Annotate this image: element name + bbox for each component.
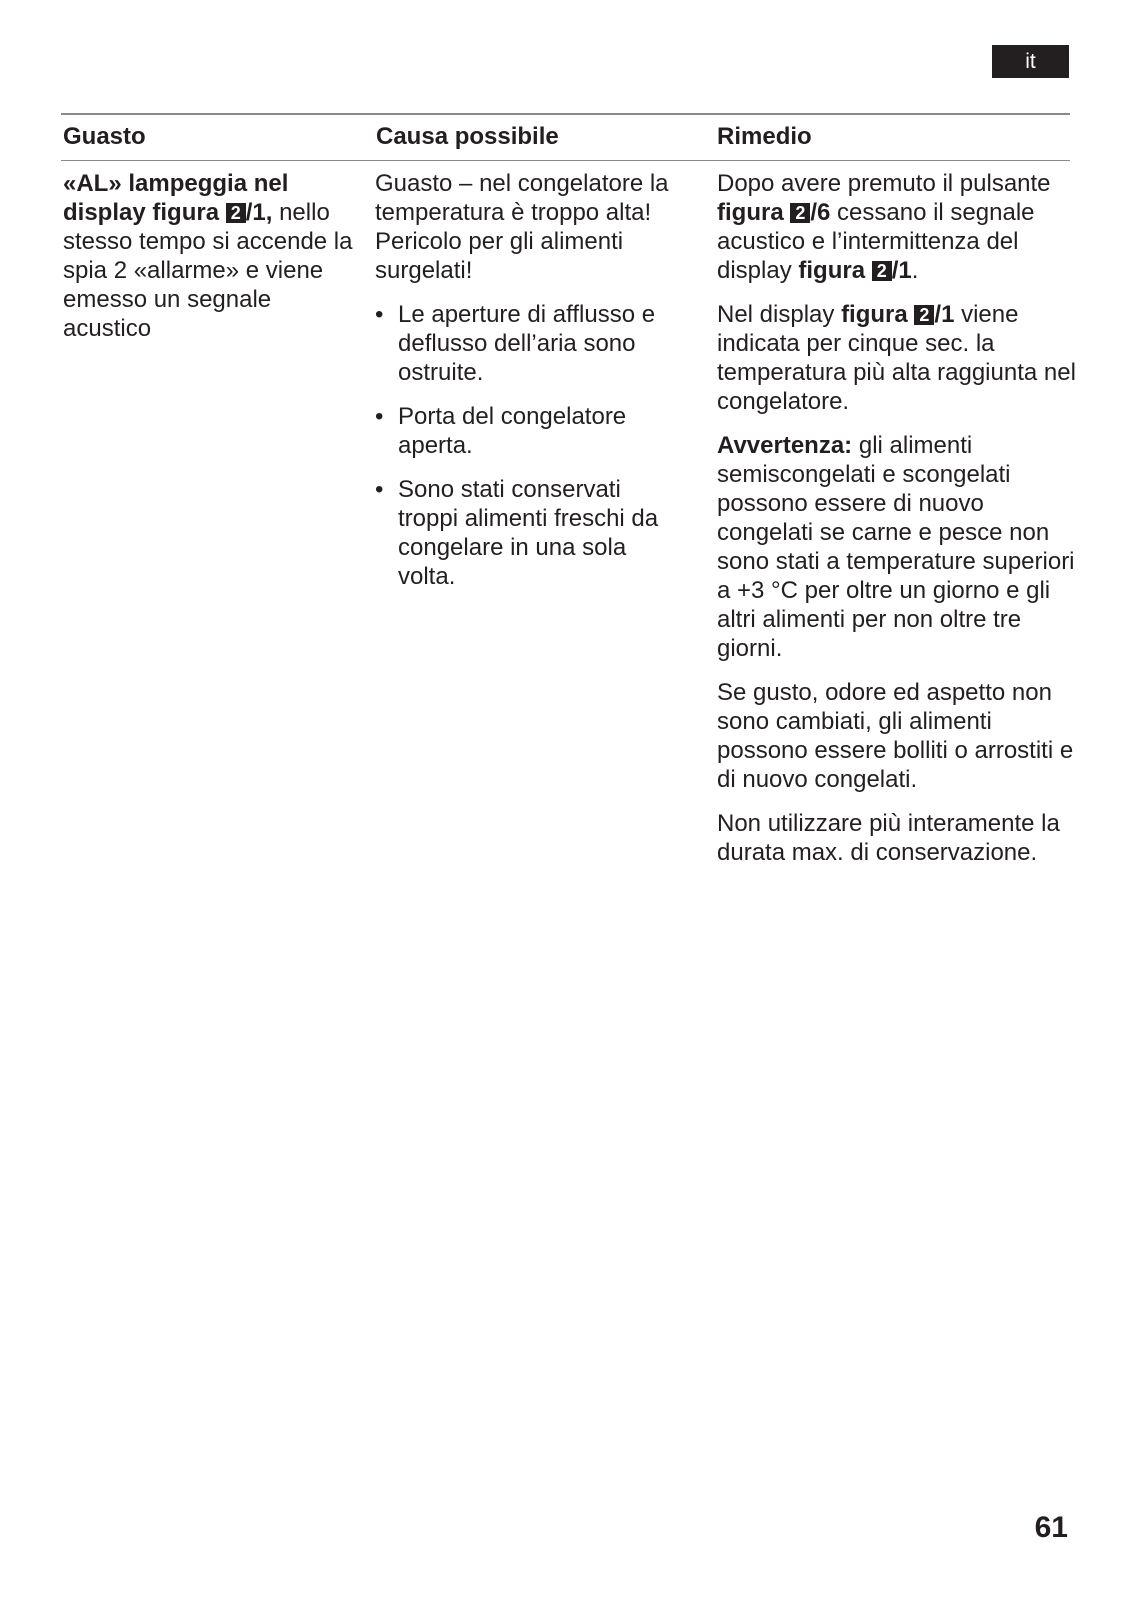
- language-tab: it: [992, 45, 1069, 78]
- warning-label: Avvertenza:: [717, 432, 853, 459]
- list-item: • Sono stati conservati troppi alimenti freschi da congelare in una sola volta.: [375, 476, 659, 590]
- remedy-column: [717, 169, 1077, 882]
- header-fault: Guasto: [63, 123, 146, 150]
- bullet-icon: •: [375, 301, 384, 328]
- figure-badge: 2: [226, 203, 246, 223]
- remedy-warning: Avvertenza: gli alimenti semiscongelati e scongelati possono essere di nuovo congelati se carne e pesce non sono stati a temperature superiori a +3 °C per oltre un giorno e gli altri alimenti per non oltre tre giorni.: [717, 432, 1075, 662]
- fault-text: nello stesso tempo si accende la spia 2 «allarme» e viene emesso un segnale acustico: [63, 199, 353, 342]
- list-item: • Le aperture di afflusso e deflusso dell’aria sono ostruite.: [375, 301, 656, 386]
- remedy-paragraph-1: Dopo avere premuto il pulsante figura 2 /6 cessano il segnale acustico e l’intermittenza del display figura 2 /1.: [717, 170, 1051, 284]
- fault-column: [63, 169, 353, 358]
- figure-badge: 2: [872, 261, 892, 281]
- table-header-rule: [61, 160, 1070, 161]
- table-top-rule: [61, 113, 1070, 115]
- remedy-paragraph-5: Non utilizzare più interamente la durata max. di conservazione.: [717, 810, 1060, 866]
- bullet-icon: •: [375, 476, 384, 503]
- figure-badge: 2: [914, 305, 934, 325]
- fault-description: [63, 169, 353, 343]
- cause-column: [375, 169, 685, 606]
- header-remedy: Rimedio: [717, 123, 812, 150]
- list-item: • Porta del congelatore aperta.: [375, 403, 627, 459]
- header-cause: Causa possibile: [376, 123, 559, 150]
- fault-title: «AL» lampeggia nel display figura 2 /1,: [63, 170, 289, 226]
- remedy-paragraph-2: Nel display figura 2 /1 viene indicata per cinque sec. la temperatura più alta raggiunta nel congelatore.: [717, 301, 1076, 415]
- figure-badge: 2: [790, 203, 810, 223]
- bullet-icon: •: [375, 403, 384, 430]
- cause-intro: Guasto – nel congelatore la temperatura è troppo alta! Pericolo per gli alimenti surgelati!: [375, 170, 669, 284]
- remedy-paragraph-4: Se gusto, odore ed aspetto non sono cambiati, gli alimenti possono essere bolliti o arrostiti e di nuovo congelati.: [717, 679, 1074, 793]
- page-number: 61: [1034, 1511, 1068, 1544]
- cause-list: [375, 300, 685, 591]
